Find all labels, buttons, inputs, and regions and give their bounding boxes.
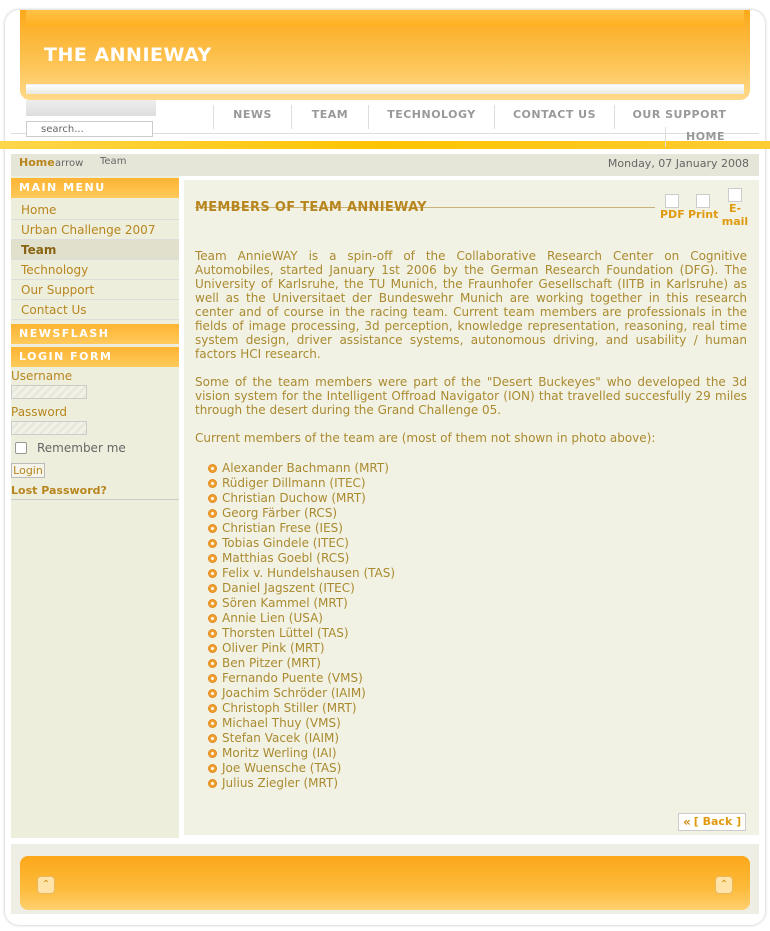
member-item — [208, 686, 395, 701]
menu-item-technology[interactable]: Technology — [11, 260, 179, 280]
menu-item-team[interactable]: Team — [11, 240, 179, 260]
member-item — [208, 596, 395, 611]
menu-item-contact-us[interactable]: Contact Us — [11, 300, 179, 320]
bullet-icon — [208, 614, 217, 623]
member-name: Joe Wuensche (TAS) — [222, 761, 342, 775]
breadcrumb — [11, 154, 759, 176]
email-label: E-mail — [721, 202, 749, 228]
bullet-icon — [208, 644, 217, 653]
bullet-icon — [208, 704, 217, 713]
member-name: Alexander Bachmann (MRT) — [222, 461, 389, 475]
sidebar — [11, 176, 179, 838]
member-item — [208, 491, 395, 506]
bullet-icon — [208, 494, 217, 503]
member-item — [208, 476, 395, 491]
bullet-icon — [208, 569, 217, 578]
member-item — [208, 656, 395, 671]
breadcrumb-current: Team — [100, 156, 127, 167]
member-item — [208, 551, 395, 566]
search-input[interactable] — [26, 121, 153, 137]
member-item — [208, 521, 395, 536]
remember-me-row — [11, 441, 179, 455]
scroll-up-icon-left[interactable]: ⌃ — [37, 876, 55, 894]
member-item — [208, 461, 395, 476]
bullet-icon — [208, 689, 217, 698]
member-name: Rüdiger Dillmann (ITEC) — [222, 476, 366, 490]
member-name: Ben Pitzer (MRT) — [222, 656, 321, 670]
bullet-icon — [208, 479, 217, 488]
bullet-icon — [208, 674, 217, 683]
article-title: MEMBERS OF TEAM ANNIEWAY — [195, 200, 427, 215]
member-item — [208, 746, 395, 761]
login-button[interactable]: Login — [11, 463, 45, 478]
member-item — [208, 731, 395, 746]
intro-paragraph: Team AnnieWAY is a spin-off of the Collaborative Research Center on Cognitive Automobiles, started January 1st 2006 by the German Research Foundation (DFG). The University of Karlsruhe, the TU Munich, the Fraunhofer Gesellschaft (IITB in Karlsruhe) as well as the Universitaet der Bundeswehr Munich are working together in this research center and of course in the racing team. Current team members are professionals in the fields of image processing, 3d perception, knowledge representation, reasoning, real time system design, driver assistance systems, autonomous driving, and usability / human factors HCI research. — [195, 249, 747, 361]
member-name: Julius Ziegler (MRT) — [222, 776, 339, 790]
remember-me-label: Remember me — [37, 441, 126, 455]
site-title: THE ANNIEWAY — [44, 44, 212, 66]
bullet-icon — [208, 599, 217, 608]
password-label: Password — [11, 405, 68, 419]
member-name: Stefan Vacek (IAIM) — [222, 731, 340, 745]
search-tab — [26, 100, 156, 116]
member-name: Christoph Stiller (MRT) — [222, 701, 357, 715]
bullet-icon — [208, 734, 217, 743]
member-name: Felix v. Hundelshausen (TAS) — [222, 566, 396, 580]
pdf-button[interactable] — [660, 194, 685, 221]
member-name: Daniel Jagszent (ITEC) — [222, 581, 355, 595]
member-name: Christian Duchow (MRT) — [222, 491, 366, 505]
member-name: Georg Färber (RCS) — [222, 506, 338, 520]
back-button[interactable] — [678, 813, 746, 831]
email-icon — [728, 188, 742, 202]
bullet-icon — [208, 779, 217, 788]
member-name: Matthias Goebl (RCS) — [222, 551, 350, 565]
member-item — [208, 536, 395, 551]
bullet-icon — [208, 719, 217, 728]
desert-buckeyes-paragraph: Some of the team members were part of the "Desert Buckeyes" who developed the 3d vision system for the Intelligent Offroad Navigator (ION) that travelled succesfully 29 miles through the desert during the Grand Challenge 05. — [195, 375, 747, 417]
member-name: Christian Frese (IES) — [222, 521, 343, 535]
menu-item-our-support[interactable]: Our Support — [11, 280, 179, 300]
member-name: Oliver Pink (MRT) — [222, 641, 325, 655]
member-item — [208, 671, 395, 686]
password-input[interactable] — [11, 421, 87, 435]
member-name: Joachim Schröder (IAIM) — [222, 686, 366, 700]
breadcrumb-arrow-icon: arrow — [55, 158, 84, 169]
scroll-up-icon-right[interactable]: ⌃ — [715, 876, 733, 894]
header-top-strip — [26, 10, 744, 26]
nav-technology[interactable]: TECHNOLOGY — [368, 105, 494, 129]
bullet-icon — [208, 539, 217, 548]
pdf-label: PDF — [660, 208, 685, 221]
bullet-icon — [208, 764, 217, 773]
bullet-icon — [208, 659, 217, 668]
bullet-icon — [208, 584, 217, 593]
nav-home[interactable]: HOME — [665, 127, 745, 147]
member-name: Fernando Puente (VMS) — [222, 671, 363, 685]
nav-contact-us[interactable]: CONTACT US — [494, 105, 614, 129]
member-item — [208, 566, 395, 581]
member-name: Annie Lien (USA) — [222, 611, 323, 625]
bullet-icon — [208, 509, 217, 518]
breadcrumb-home-link[interactable]: Home — [19, 156, 55, 169]
member-list — [208, 461, 395, 791]
member-name: Sören Kammel (MRT) — [222, 596, 348, 610]
print-icon — [696, 194, 710, 208]
print-label: Print — [688, 208, 719, 221]
menu-item-urban-challenge[interactable]: Urban Challenge 2007 — [11, 220, 179, 240]
login-form-title: LOGIN FORM — [11, 347, 179, 367]
member-item — [208, 506, 395, 521]
member-item — [208, 716, 395, 731]
member-item — [208, 701, 395, 716]
nav-orange-bar — [0, 141, 770, 149]
pdf-icon — [665, 194, 679, 208]
member-name: Tobias Gindele (ITEC) — [222, 536, 349, 550]
lost-password-link[interactable]: Lost Password? — [11, 484, 179, 500]
member-item — [208, 641, 395, 656]
member-name: Thorsten Lüttel (TAS) — [222, 626, 349, 640]
member-item — [208, 611, 395, 626]
email-button[interactable] — [721, 188, 749, 228]
bullet-icon — [208, 464, 217, 473]
bullet-icon — [208, 749, 217, 758]
members-intro: Current members of the team are (most of them not shown in photo above): — [195, 431, 656, 445]
bullet-icon — [208, 524, 217, 533]
bullet-icon — [208, 554, 217, 563]
member-item — [208, 761, 395, 776]
back-label: [ Back ] — [693, 815, 742, 828]
site-footer — [20, 856, 750, 910]
member-item — [208, 626, 395, 641]
username-input[interactable] — [11, 385, 87, 399]
header-bottom-strip — [26, 84, 744, 94]
member-item — [208, 581, 395, 596]
nav-our-support[interactable]: OUR SUPPORT — [614, 105, 744, 129]
menu-item-home[interactable]: Home — [11, 200, 179, 220]
nav-team[interactable]: TEAM — [291, 105, 368, 129]
current-date: Monday, 07 January 2008 — [607, 157, 749, 170]
print-button[interactable] — [688, 194, 718, 221]
newsflash-title: NEWSFLASH — [11, 324, 179, 344]
main-content — [184, 180, 759, 835]
bullet-icon — [208, 629, 217, 638]
member-name: Moritz Werling (IAI) — [222, 746, 337, 760]
remember-me-checkbox[interactable] — [15, 442, 27, 454]
member-name: Michael Thuy (VMS) — [222, 716, 341, 730]
back-arrows-icon: « — [683, 815, 691, 829]
main-menu-title: MAIN MENU — [11, 178, 179, 198]
nav-news[interactable]: NEWS — [213, 105, 291, 129]
member-item — [208, 776, 395, 791]
username-label: Username — [11, 369, 73, 383]
